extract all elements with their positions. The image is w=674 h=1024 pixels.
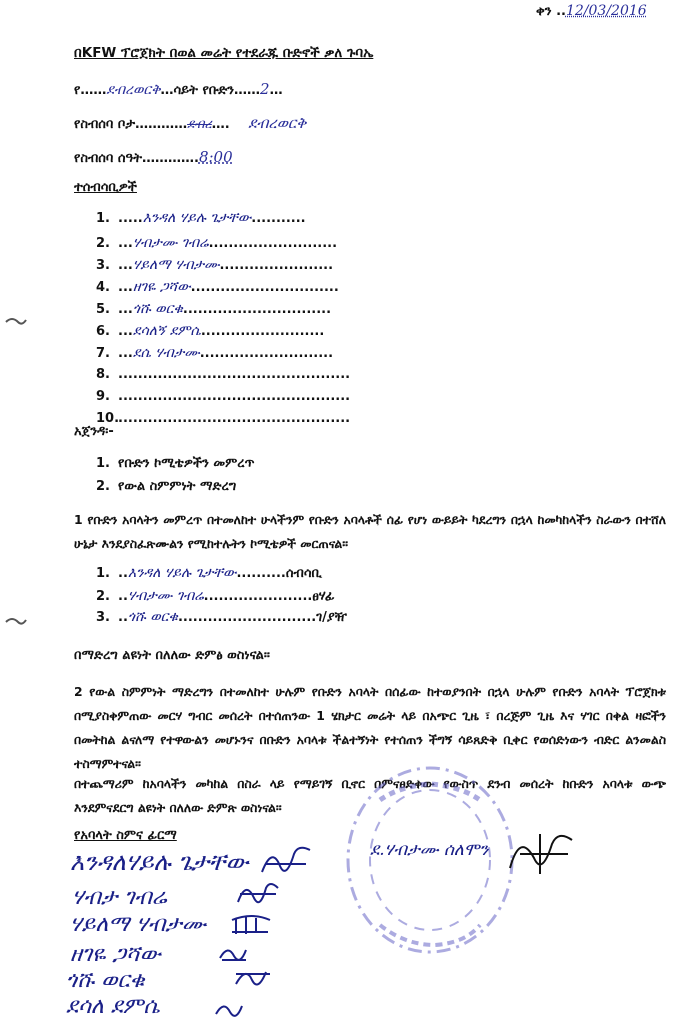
attendee-row: 4. ...ዘገዬ ጋሻው.............................. xyxy=(96,279,339,295)
signature-mark xyxy=(230,962,276,994)
committee-name: ጎሹ ወርቁ xyxy=(127,609,178,625)
attendee-name: ዘገዬ ጋሻው xyxy=(132,279,191,295)
meeting-place-row: የስብሰባ ቦታ…………ደብረ…. ደብረወርቅ xyxy=(74,114,307,132)
document-title: በKFW ፕሮጀክት በወል መሬት የተደራጁ ቡድኖች ቃለ ጉባኤ xyxy=(74,45,374,61)
attendee-row: 6. ...ደሳለኝ ደምሴ......................... xyxy=(96,323,325,339)
attendee-name: ደሴ ሃብታሙ xyxy=(132,345,200,361)
attendee-name: ጎሹ ወርቁ xyxy=(132,301,183,317)
committee-row: 2. ..ሃብታሙ ገብሬ......................ፀሃፊ xyxy=(96,588,335,604)
meeting-place-value: ደብረወርቅ xyxy=(248,114,307,132)
paragraph-bylaw: በተጨማሪም ከአባላችን መካከል በስራ ላይ የማይገኝ ቢኖር በምናፀድቀው የውስጥ ደንብ መሰረት ከቡድን አባላቱ ውጭ እንደምናደርግ ልዩነት በለለው ድምጽ ወስነናል፡፡ xyxy=(74,776,666,815)
meeting-time-value: 8:00 xyxy=(198,148,233,166)
signature-name: ሃብታ ገብሬ xyxy=(72,885,167,910)
meeting-place-struck: ደብረ xyxy=(187,117,212,132)
meeting-time-label: የስብሰባ ሰዓት xyxy=(74,151,142,166)
binder-hole-mark xyxy=(4,612,28,628)
date-label: ቀን xyxy=(536,4,552,19)
attendee-name: እንዳለ ሃይሉ ጌታቸው xyxy=(142,210,252,226)
binder-hole-mark xyxy=(4,312,28,328)
agenda-item: 2. የውል ስምምነት ማድረግ xyxy=(96,479,237,494)
signature-name: ደሳለ ደምሴ xyxy=(66,994,160,1019)
meeting-place-label: የስብሰባ ቦታ xyxy=(74,117,136,132)
signature-mark xyxy=(226,908,276,942)
paragraph-agreement: 2 የውል ስምምነት ማድረግን በተመለከተ ሁሉም የቡድን አባላት በሰፊው ከተወያንበት በኋላ ሁሉም የቡድን አባላት ፕሮጀክቱ በሚያስቀምጠው መርሃ ግብር መሰረት በተሰጠንው 1 ሄክታር መሬት ላይ በአጭር ጊዜ ፣ በረጅም ጊዜ እና ሃገር በቀል ዛፎችን በመትከል ልናለማ የተዋውልን መሆኑንና በቡድን አባላቱ ችልተኝነት የተሰጠን ችግኝ ሳይጸድቅ ቢቀር የወሰድነውን ብድር ልንመልስ ተስማምተናል፡፡ xyxy=(74,684,666,771)
group-number-value: 2 xyxy=(260,80,270,98)
committee-name: እንዳለ ሃይሉ ጌታቸው xyxy=(127,565,237,581)
attendee-name: ሃብታሙ ገብሬ xyxy=(132,235,209,251)
signature-name: ጎሹ ወርቁ xyxy=(66,968,145,993)
supervisor-signature-name: ደ.ሃብታሙ ሰለሞን xyxy=(370,840,489,860)
signature-name: ዘገዬ ጋሻው xyxy=(70,942,161,967)
paragraph-decision: በማድረግ ልዩነት በለለው ድምፅ ወስነናል፡፡ xyxy=(74,648,270,663)
stamp-seal xyxy=(340,760,520,960)
attendee-row: 9. ............................................... xyxy=(96,389,351,404)
paragraph-committee: 1 የቡድን አባላትን መምረጥ በተመለከተ ሁላችንም የቡድን አባላቶች ሰፊ የሆነ ውይይት ካደረግን በኋላ ከመካከላችን ስራውን በተሸለ ሁኔታ እንደያስፈጽሙልን የሚከተሉትን ኮሚቴዎች መርጠናል፡፡ xyxy=(74,512,666,551)
attendee-row: 2. ...ሃብታሙ ገብሬ.......................... xyxy=(96,235,338,251)
attendee-row: 3. ...ሃይለማ ሃብታሙ....................... xyxy=(96,257,334,273)
date-value: 12/03/2016 xyxy=(565,3,647,19)
attendee-name: ሃይለማ ሃብታሙ xyxy=(132,257,220,273)
signature-mark xyxy=(232,876,282,912)
meeting-time-row: የስብሰባ ሰዓት………….8:00 xyxy=(74,148,233,166)
attendee-row: 1. .....እንዳለ ሃይሉ ጌታቸው........... xyxy=(96,210,306,226)
signature-name: እንዳለሃይሉ ጌታቸው xyxy=(70,848,249,876)
committee-name: ሃብታሙ ገብሬ xyxy=(127,588,204,604)
attendee-row: 10................................................ xyxy=(96,411,351,426)
attendee-row: 8. ............................................... xyxy=(96,367,351,382)
date-row: ቀን ..12/03/2016 xyxy=(536,3,647,19)
attendee-row: 5. ...ጎሹ ወርቁ.............................. xyxy=(96,301,332,317)
agenda-heading: አጀንዳ፡- xyxy=(74,424,114,439)
attendees-heading: ተሰብሳቢዎች xyxy=(74,180,137,195)
committee-role: ፀሃፊ xyxy=(312,589,335,604)
committee-role: ገ/ያዥ xyxy=(316,610,347,625)
signature-mark xyxy=(210,994,250,1022)
committee-row: 3. ..ጎሹ ወርቁ............................ገ/ያዥ xyxy=(96,609,347,625)
committee-role: ሰብሳቢ xyxy=(285,566,322,581)
agenda-item: 1. የቡድን ኮሚቴዎችን መምረጥ xyxy=(96,456,255,471)
signature-name: ሃይለማ ሃብታሙ xyxy=(70,912,207,937)
signatures-heading: የአባላት ስምና ፊርማ xyxy=(74,828,177,843)
attendee-name: ደሳለኝ ደምሴ xyxy=(132,323,201,339)
group-name-value: ደብረወርቅ xyxy=(106,82,161,98)
committee-row: 1. ..እንዳለ ሃይሉ ጌታቸው..........ሰብሳቢ xyxy=(96,565,322,581)
supervisor-signature-mark xyxy=(500,824,580,884)
attendee-row: 7. ...ደሴ ሃብታሙ........................... xyxy=(96,345,334,361)
group-row: የ……ደብረወርቅ…ሳይት የቡድን……2… xyxy=(74,80,283,98)
